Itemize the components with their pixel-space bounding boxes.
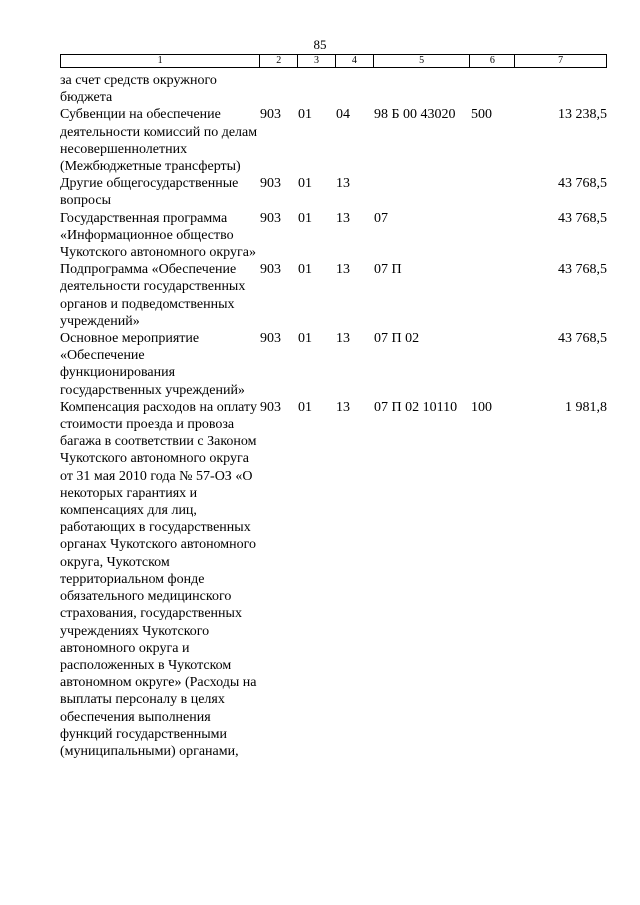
header-col-7: 7 — [558, 55, 564, 66]
row-description: Субвенции на обеспечение деятельности комиссий по делам несовершеннолетних (Межбюджетные трансферты) — [60, 107, 258, 175]
row-code-target: 98 Б 00 43020 — [374, 107, 456, 123]
row-code-ministry: 903 — [260, 262, 281, 278]
table-row — [60, 330, 607, 399]
table-row — [60, 399, 607, 760]
row-code-expense-type — [471, 330, 516, 399]
row-code-target — [374, 72, 471, 106]
row-code-target: 07 П 02 10110 — [374, 399, 458, 415]
row-description: Основное мероприятие «Обеспечение функционирования государственных учреждений» — [60, 331, 245, 398]
row-code-expense-type — [471, 175, 516, 209]
row-code-ministry — [260, 72, 298, 106]
row-amount: 43 768,5 — [558, 331, 607, 347]
page-number: 85 — [313, 37, 327, 52]
row-description: Подпрограмма «Обеспечение деятельности государственных органов и подведомственных учреждений» — [60, 262, 246, 329]
row-description: Компенсация расходов на оплату стоимости проезда и провоза багажа в соответствии с Законом Чукотского автономного округа от 31 мая 2010 года № 57-ОЗ «О некоторых гарантиях и компенсациях для лиц, работающих в государственных органах Чукотского автономного округа, Чукотском территориальном фонде обязательного медицинского страхования, государственных учреждениях Чукотского автономного округа и расположенных в Чукотском автономном округе» (Расходы на выплаты персоналу в целях обеспечения выполнения функций государственными (муниципальными) органами, — [60, 399, 257, 759]
row-code-ministry: 903 — [260, 399, 281, 415]
row-code-expense-type — [471, 72, 516, 106]
row-description: Другие общегосударственные вопросы — [60, 176, 239, 209]
row-code-subsection: 13 — [336, 210, 350, 226]
row-amount: 43 768,5 — [558, 176, 607, 192]
row-code-target — [374, 175, 471, 209]
table-header — [60, 54, 607, 68]
header-col-1: 1 — [61, 55, 260, 67]
row-amount: 13 238,5 — [558, 107, 607, 123]
table-row — [60, 210, 607, 262]
row-code-subsection: 13 — [336, 262, 350, 278]
row-description: Государственная программа «Информационное общество Чукотского автономного округа» — [60, 210, 256, 261]
row-code-target: 07 П — [374, 262, 402, 278]
row-code-expense-type: 500 — [471, 107, 492, 123]
header-col-4: 4 — [336, 55, 374, 67]
row-code-expense-type — [471, 261, 516, 330]
row-code-section: 01 — [298, 331, 312, 347]
row-code-section: 01 — [298, 399, 312, 415]
row-amount — [516, 72, 607, 106]
table-row — [60, 261, 607, 330]
row-code-ministry: 903 — [260, 107, 281, 123]
row-code-subsection: 13 — [336, 399, 350, 415]
row-code-subsection — [336, 72, 374, 106]
row-code-subsection: 13 — [336, 176, 350, 192]
table-row — [60, 106, 607, 175]
row-amount: 43 768,5 — [558, 262, 607, 278]
row-code-subsection: 13 — [336, 331, 350, 347]
table-body — [60, 72, 607, 760]
row-code-section: 01 — [298, 210, 312, 226]
table-row — [60, 175, 607, 209]
header-col-6: 6 — [470, 55, 515, 67]
row-code-section — [298, 72, 336, 106]
table-row — [60, 72, 607, 106]
row-code-section: 01 — [298, 262, 312, 278]
row-amount: 43 768,5 — [558, 210, 607, 226]
row-code-expense-type: 100 — [471, 399, 492, 415]
row-code-subsection: 04 — [336, 107, 350, 123]
row-code-section: 01 — [298, 107, 312, 123]
row-description: за счет средств окружного бюджета — [60, 73, 217, 106]
row-code-ministry: 903 — [260, 331, 281, 347]
row-code-ministry: 903 — [260, 176, 281, 192]
row-code-section: 01 — [298, 176, 312, 192]
row-code-ministry: 903 — [260, 210, 281, 226]
header-col-5: 5 — [374, 55, 471, 67]
row-code-expense-type — [471, 210, 516, 262]
row-code-target: 07 П 02 — [374, 331, 420, 347]
header-col-3: 3 — [298, 55, 336, 67]
row-code-target: 07 — [374, 210, 388, 226]
row-amount: 1 981,8 — [565, 399, 607, 415]
header-col-2: 2 — [260, 55, 298, 67]
